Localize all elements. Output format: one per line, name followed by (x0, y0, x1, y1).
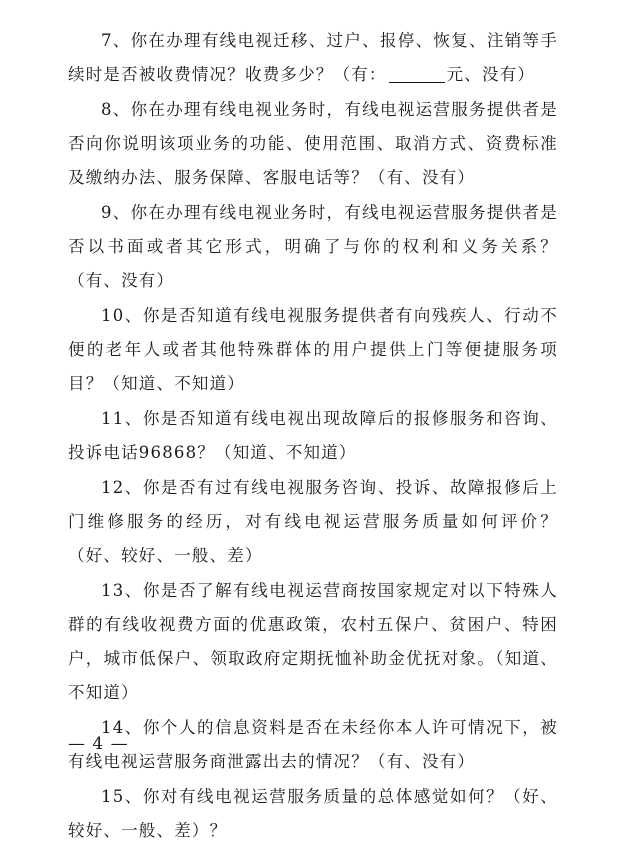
question-14: 14、你个人的信息资料是否在未经你本人许可情况下，被有线电视运营服务商泄露出去的情况？（有、没有） (68, 718, 558, 771)
question-15: 15、你对有线电视运营服务质量的总体感觉如何？（好、较好、一般、差）？ (68, 787, 558, 840)
question-7-text: 7、你在办理有线电视迁移、过户、报停、恢复、注销等手续时是否被收费情况？收费多少？（有： (68, 31, 558, 84)
question-10: 10、你是否知道有线电视服务提供者有向残疾人、行动不便的老年人或者其他特殊群体的用户提供上门等便捷服务项目？（知道、不知道） (68, 306, 558, 393)
question-12: 12、你是否有过有线电视服务咨询、投诉、故障报修后上门维修服务的经历，对有线电视运营服务质量如何评价？（好、较好、一般、差） (68, 478, 558, 565)
question-9: 9、你在办理有线电视业务时，有线电视运营服务提供者是否以书面或者其它形式，明确了与你的权利和义务关系？（有、没有） (68, 203, 558, 290)
question-7-suffix: 元、没有） (446, 65, 536, 84)
fee-blank-field[interactable] (389, 64, 445, 83)
question-13: 13、你是否了解有线电视运营商按国家规定对以下特殊人群的有线收视费方面的优惠政策，农村五保户、贫困户、特困户，城市低保户、领取政府定期抚恤补助金优抚对象。（知道、不知道） (68, 581, 558, 702)
page-number: — 4 — (68, 734, 129, 754)
question-11: 11、你是否知道有线电视出现故障后的报修服务和咨询、投诉电话96868？（知道、不知道） (68, 409, 558, 462)
question-list (68, 24, 558, 849)
question-8: 8、你在办理有线电视业务时，有线电视运营服务提供者是否向你说明该项业务的功能、使用范围、取消方式、资费标准及缴纳办法、服务保障、客服电话等？（有、没有） (68, 100, 558, 187)
question-7 (68, 24, 558, 92)
